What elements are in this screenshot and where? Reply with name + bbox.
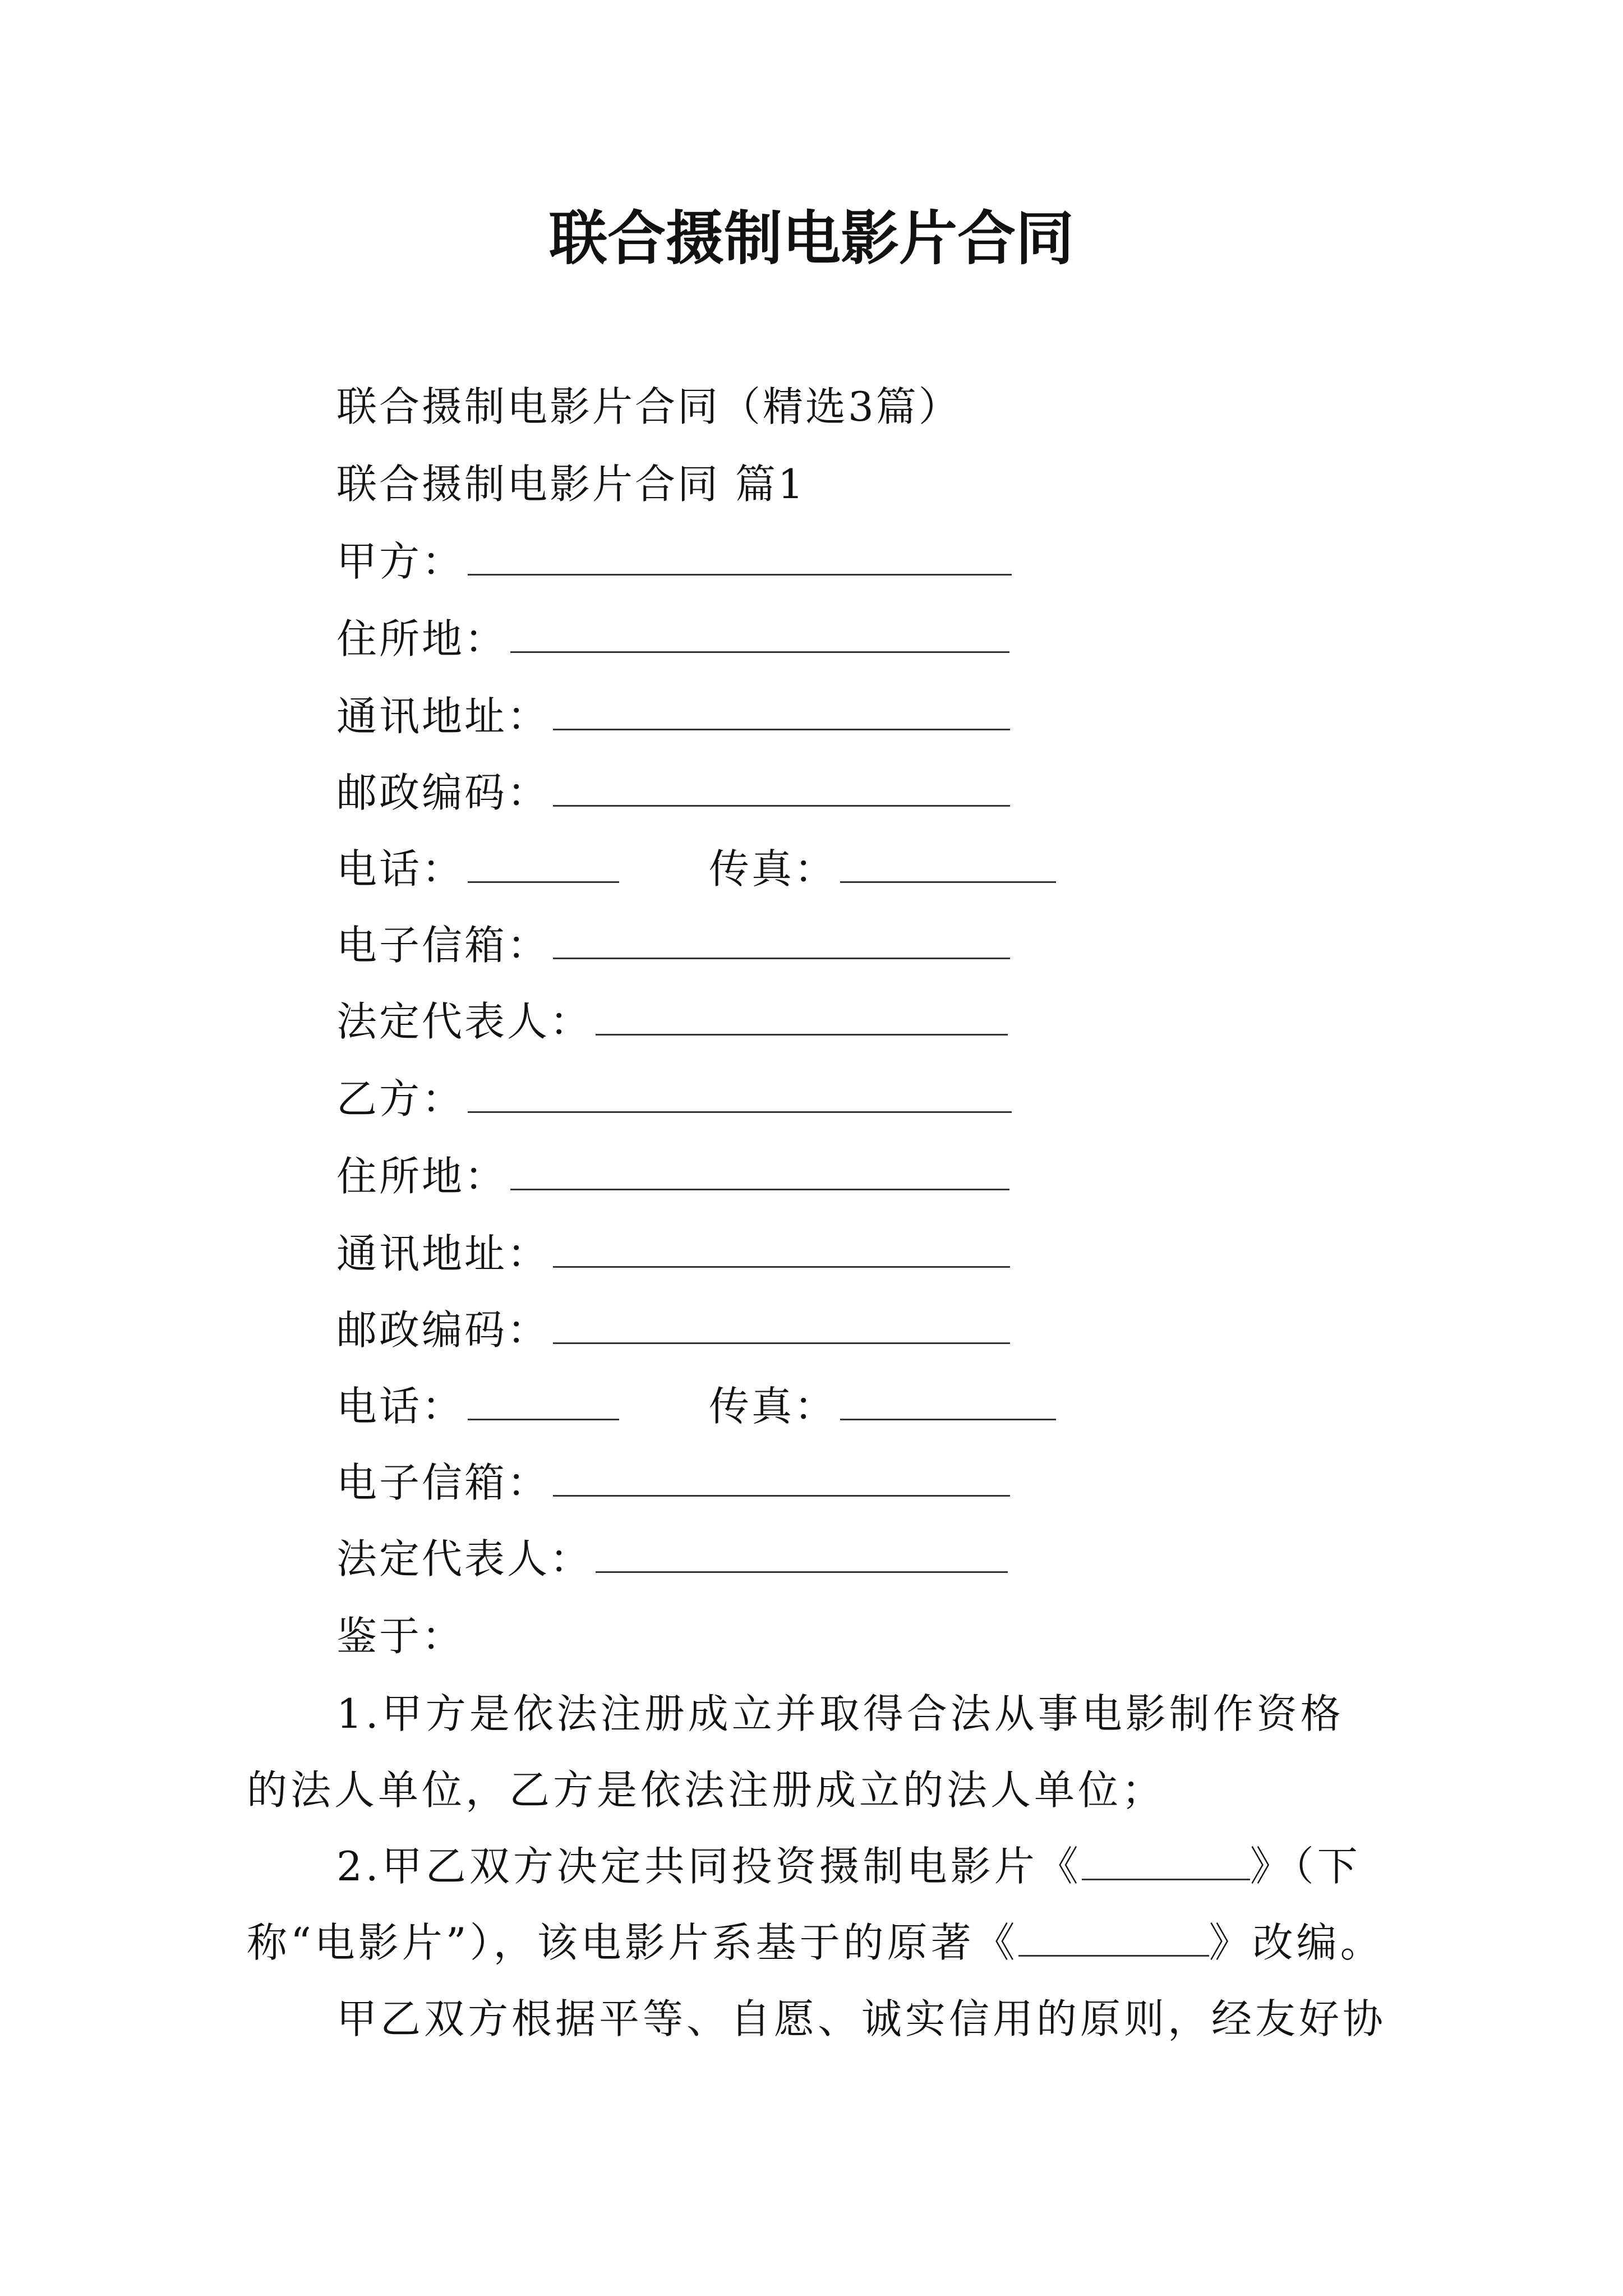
party-a-rep-row — [336, 991, 1008, 1052]
party-b-postal-row — [336, 1299, 1010, 1361]
clause-2-line-2-start: 称“电影片”），该电影片系基于的原著《 — [247, 1919, 1018, 1966]
party-b-fax-label: 传真： — [709, 1383, 837, 1430]
party-a-email-field[interactable] — [553, 916, 1010, 959]
clause-2-line-1-end: 》（下 — [1249, 1843, 1361, 1890]
party-a-fax-field[interactable] — [840, 840, 1056, 883]
party-a-phone-field[interactable] — [468, 840, 619, 883]
party-a-postal-label: 邮政编码： — [336, 769, 550, 816]
party-b-name-field[interactable] — [468, 1070, 1012, 1113]
party-b-phone-field[interactable] — [468, 1377, 619, 1420]
party-b-phone-row — [336, 1375, 1056, 1437]
party-a-postal-field[interactable] — [553, 763, 1010, 807]
party-b-rep-field[interactable] — [596, 1530, 1008, 1573]
party-a-address-field[interactable] — [510, 610, 1009, 653]
document-subtitle: 联合摄制电影片合同（精选3篇） — [336, 383, 961, 430]
party-b-postal-field[interactable] — [553, 1301, 1010, 1344]
party-a-mailing-field[interactable] — [553, 687, 1010, 730]
party-a-name-field[interactable] — [468, 532, 1012, 576]
party-b-mailing-row — [336, 1223, 1010, 1285]
original-work-field[interactable] — [1018, 1916, 1209, 1957]
party-b-mailing-field[interactable] — [553, 1225, 1010, 1268]
party-b-fax-field[interactable] — [840, 1377, 1056, 1420]
party-a-email-label: 电子信箱： — [336, 922, 550, 969]
party-a-postal-row — [336, 762, 1010, 823]
whereas-label: 鉴于： — [336, 1613, 465, 1660]
party-b-mailing-label: 通讯地址： — [336, 1230, 550, 1277]
closing-line: 甲乙双方根据平等、自愿、诚实信用的原则，经友好协 — [336, 1995, 1387, 2042]
clause-2-line-1-start: 2.甲乙双方决定共同投资摄制电影片《 — [336, 1843, 1082, 1890]
party-a-address-label: 住所地： — [336, 615, 508, 662]
document-title: 联合摄制电影片合同 — [548, 204, 1074, 273]
clause-1-line-2: 的法人单位，乙方是依法注册成立的法人单位； — [247, 1766, 1166, 1814]
party-a-phone-row — [336, 838, 1056, 900]
party-a-name-label: 甲方： — [336, 538, 465, 585]
party-b-email-row — [336, 1452, 1010, 1513]
party-b-address-label: 住所地： — [336, 1153, 508, 1200]
party-b-postal-label: 邮政编码： — [336, 1306, 550, 1354]
party-a-email-row — [336, 914, 1010, 976]
party-a-mailing-label: 通讯地址： — [336, 693, 550, 740]
party-a-fax-label: 传真： — [709, 845, 837, 892]
party-a-address-row — [336, 608, 1009, 670]
party-b-rep-row — [336, 1528, 1008, 1590]
party-b-phone-label: 电话： — [336, 1383, 465, 1430]
party-a-rep-label: 法定代表人： — [336, 998, 593, 1045]
clause-1-line-1: 1.甲方是依法注册成立并取得合法从事电影制作资格 — [336, 1690, 1344, 1737]
party-b-email-label: 电子信箱： — [336, 1459, 550, 1506]
clause-2-line-2 — [247, 1912, 1391, 1973]
party-b-name-row — [336, 1068, 1012, 1130]
section-heading: 联合摄制电影片合同 篇1 — [336, 461, 806, 508]
party-a-phone-label: 电话： — [336, 845, 465, 892]
film-title-field[interactable] — [1082, 1839, 1250, 1880]
party-b-name-label: 乙方： — [336, 1075, 465, 1122]
party-a-name-row — [336, 531, 1012, 592]
clause-2-line-2-end: 》改编。 — [1209, 1919, 1384, 1966]
party-a-mailing-row — [336, 685, 1010, 747]
party-b-email-field[interactable] — [553, 1453, 1010, 1497]
party-a-rep-field[interactable] — [596, 992, 1008, 1036]
party-b-address-field[interactable] — [510, 1147, 1009, 1190]
party-b-address-row — [336, 1145, 1009, 1207]
party-b-rep-label: 法定代表人： — [336, 1535, 593, 1582]
clause-2-line-1 — [336, 1835, 1481, 1897]
